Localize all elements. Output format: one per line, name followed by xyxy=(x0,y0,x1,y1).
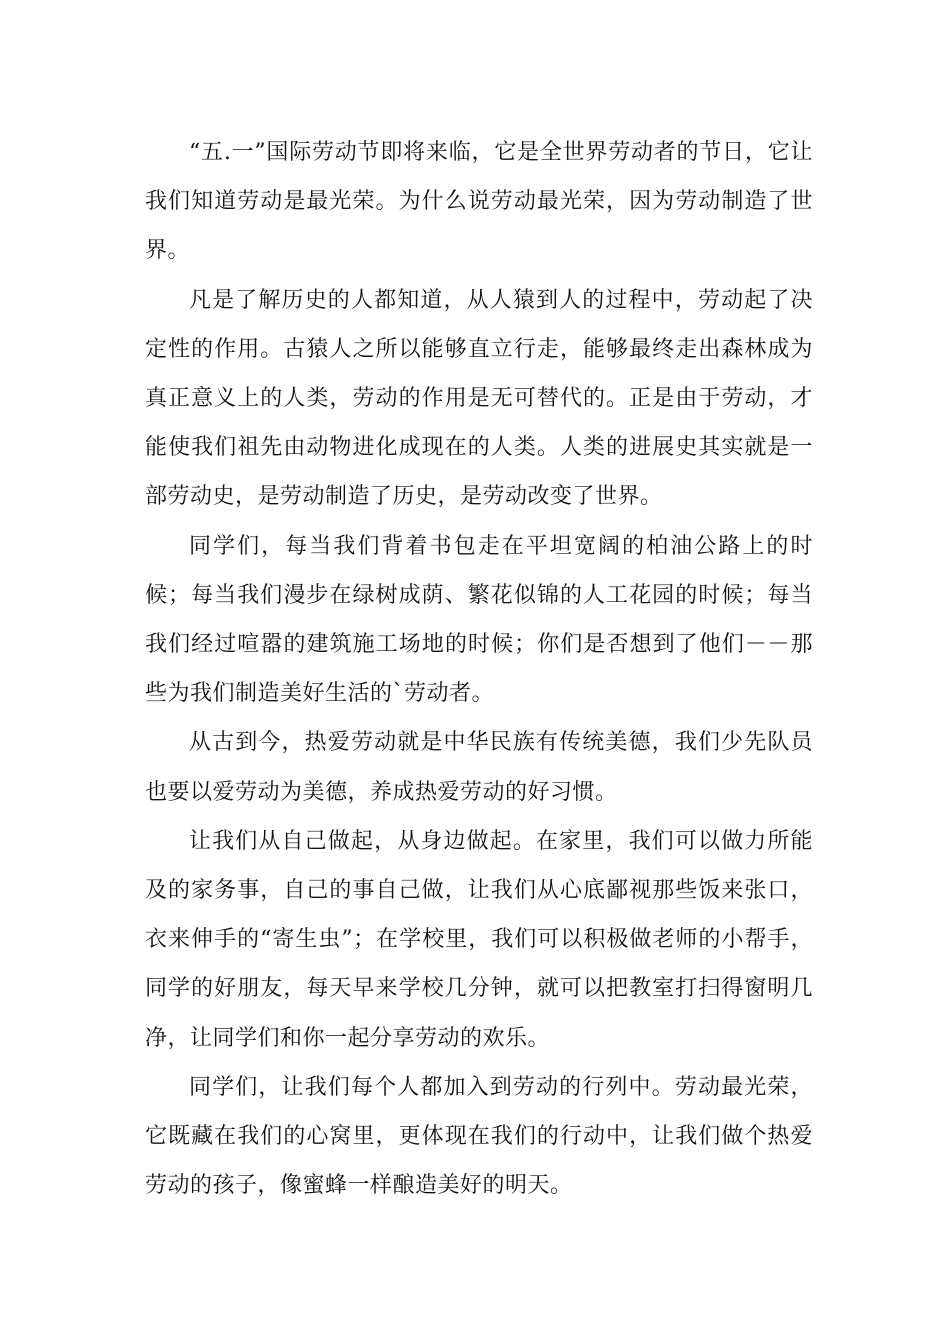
paragraph-1: “五.一”国际劳动节即将来临，它是全世界劳动者的节日，它让我们知道劳动是最光荣。为什么说劳动最光荣，因为劳动制造了世界。 xyxy=(145,140,813,264)
paragraph-5: 让我们从自己做起，从身边做起。在家里，我们可以做力所能及的家务事，自己的事自己做，让我们从心底鄙视那些饭来张口，衣来伸手的“寄生虫”；在学校里，我们可以积极做老师的小帮手，同学的好朋友，每天早来学校几分钟，就可以把教室打扫得窗明几净，让同学们和你一起分享劳动的欢乐。 xyxy=(145,828,813,1051)
paragraph-6: 同学们，让我们每个人都加入到劳动的行列中。劳动最光荣，它既藏在我们的心窝里，更体现在我们的行动中，让我们做个热爱劳动的孩子，像蜜蜂一样酿造美好的明天。 xyxy=(145,1074,813,1199)
document-body xyxy=(145,128,813,1210)
paragraph-2: 凡是了解历史的人都知道，从人猿到人的过程中，劳动起了决定性的作用。古猿人之所以能够直立行走，能够最终走出森林成为真正意义上的人类，劳动的作用是无可替代的。正是由于劳动，才能使我们祖先由动物进化成现在的人类。人类的进展史其实就是一部劳动史，是劳动制造了历史，是劳动改变了世界。 xyxy=(145,287,813,510)
paragraph-4: 从古到今，热爱劳动就是中华民族有传统美德，我们少先队员也要以爱劳动为美德，养成热爱劳动的好习惯。 xyxy=(145,730,813,805)
paragraph-3: 同学们，每当我们背着书包走在平坦宽阔的柏油公路上的时候；每当我们漫步在绿树成荫、繁花似锦的人工花园的时候；每当我们经过喧嚣的建筑施工场地的时候；你们是否想到了他们－－那些为我们制造美好生活的`劳动者。 xyxy=(145,533,813,707)
